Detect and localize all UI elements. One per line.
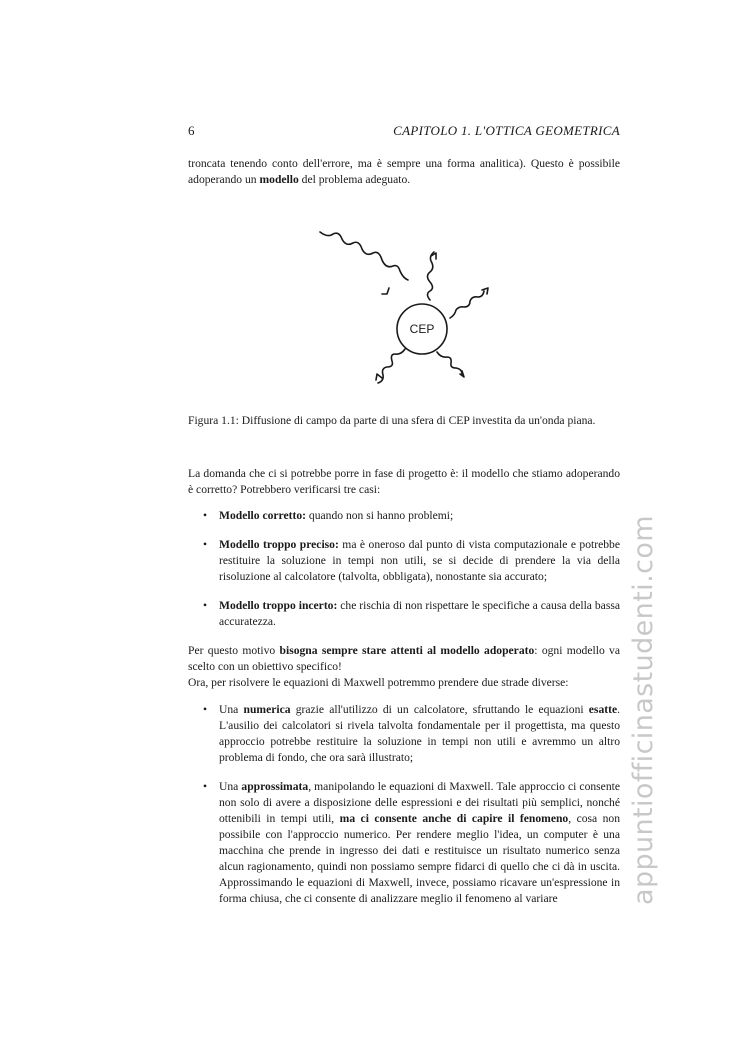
approach-bold: numerica bbox=[243, 703, 291, 716]
scattered-arrow-right bbox=[450, 291, 484, 318]
scattered-arrow-down-right bbox=[437, 352, 462, 374]
conclusion-bold: bisogna sempre stare attenti al modello adoperato bbox=[279, 644, 535, 657]
approach-mid: grazie all'utilizzo di un calcolatore, sfruttando le equazioni bbox=[290, 703, 589, 716]
figure-cep-sphere bbox=[310, 222, 500, 392]
intro-paragraph bbox=[188, 156, 620, 188]
list-item bbox=[188, 779, 620, 907]
case-text: ma è oneroso dal punto di vista computazionale e potrebbe restituire la soluzione in tempi non utili, se si decide di prendere la via della risoluzione al calcolatore (talvolta, obbligata), nonostante sia accurato; bbox=[219, 538, 620, 583]
intro-text-a: troncata tenendo conto dell'errore, ma è sempre una forma analitica). Questo è possibile adoperando un bbox=[188, 157, 620, 186]
conclusion-text-b: : ogni modello va scelto con un obiettivo specifico! bbox=[188, 644, 620, 673]
approach-bold: approssimata bbox=[241, 780, 309, 793]
intro-bold: modello bbox=[259, 173, 299, 186]
list-item bbox=[188, 537, 620, 585]
bullet: • bbox=[203, 599, 208, 612]
approach-bold2: esatte bbox=[588, 703, 618, 716]
bullet: • bbox=[203, 703, 208, 716]
approach-mid: , manipolando le equazioni di Maxwell. Tale approccio ci consente non solo di avere a disposizione delle espressioni e dei risultati più semplici, nonché ottenibili in tempi utili, bbox=[219, 780, 620, 825]
approach-post: . L'ausilio dei calcolatori si rivela talvolta fondamentale per il progettista, ma questo approccio potrebbe restituire la soluzione in tempi non utili e avremmo un altro problema di fondo, che ora sarà illustrato; bbox=[219, 703, 621, 764]
conclusion-paragraph bbox=[188, 643, 620, 691]
cep-label: CEP bbox=[409, 322, 435, 336]
bullet: • bbox=[203, 509, 208, 522]
approaches-list bbox=[188, 702, 620, 920]
bullet: • bbox=[203, 538, 208, 551]
incoming-wave-arrow bbox=[320, 232, 408, 280]
cases-list bbox=[188, 508, 620, 643]
case-text: quando non si hanno problemi; bbox=[306, 509, 454, 522]
conclusion-line2: Ora, per risolvere le equazioni di Maxwell potremmo prendere due strade diverse: bbox=[188, 676, 569, 689]
case-title: Modello troppo incerto: bbox=[219, 599, 338, 612]
list-item bbox=[188, 508, 620, 524]
list-item bbox=[188, 702, 620, 766]
approach-bold2: ma ci consente anche di capire il fenomeno bbox=[339, 812, 569, 825]
approach-pre: Una bbox=[219, 703, 244, 716]
watermark: appuntiofficinastudenti.com bbox=[628, 515, 659, 905]
page-number: 6 bbox=[188, 123, 195, 138]
case-title: Modello troppo preciso: bbox=[219, 538, 339, 551]
bullet: • bbox=[203, 780, 208, 793]
approach-post: , cosa non possibile con l'approccio numerico. Per rendere meglio l'idea, un computer è una macchina che prende in ingresso dei dati e restituisce un risultato numerico senza alcun ragionamento, quindi non possiamo sempre fidarci di quello che ci dà in uscita. Approssimando le equazioni di Maxwell, invece, possiamo ricavare un'espressione in forma chiusa, che ci consente di analizzare meglio il fenomeno al variare bbox=[219, 812, 621, 905]
figure-caption: Figura 1.1: Diffusione di campo da parte di una sfera di CEP investita da un'onda piana. bbox=[188, 414, 596, 427]
conclusion-text-a: Per questo motivo bbox=[188, 644, 280, 657]
list-item bbox=[188, 598, 620, 630]
scattered-arrow-up bbox=[428, 252, 435, 300]
intro-text-b: del problema adeguato. bbox=[298, 173, 411, 186]
question-paragraph: La domanda che ci si potrebbe porre in fase di progetto è: il modello che stiamo adoperando è corretto? Potrebbero verificarsi tre casi: bbox=[188, 467, 620, 496]
page-header bbox=[188, 123, 620, 139]
chapter-title: CAPITOLO 1. L'OTTICA GEOMETRICA bbox=[393, 123, 620, 138]
case-title: Modello corretto: bbox=[219, 509, 307, 522]
approach-pre: Una bbox=[219, 780, 242, 793]
case-text: che rischia di non rispettare le specifiche a causa della bassa accuratezza. bbox=[219, 599, 620, 628]
